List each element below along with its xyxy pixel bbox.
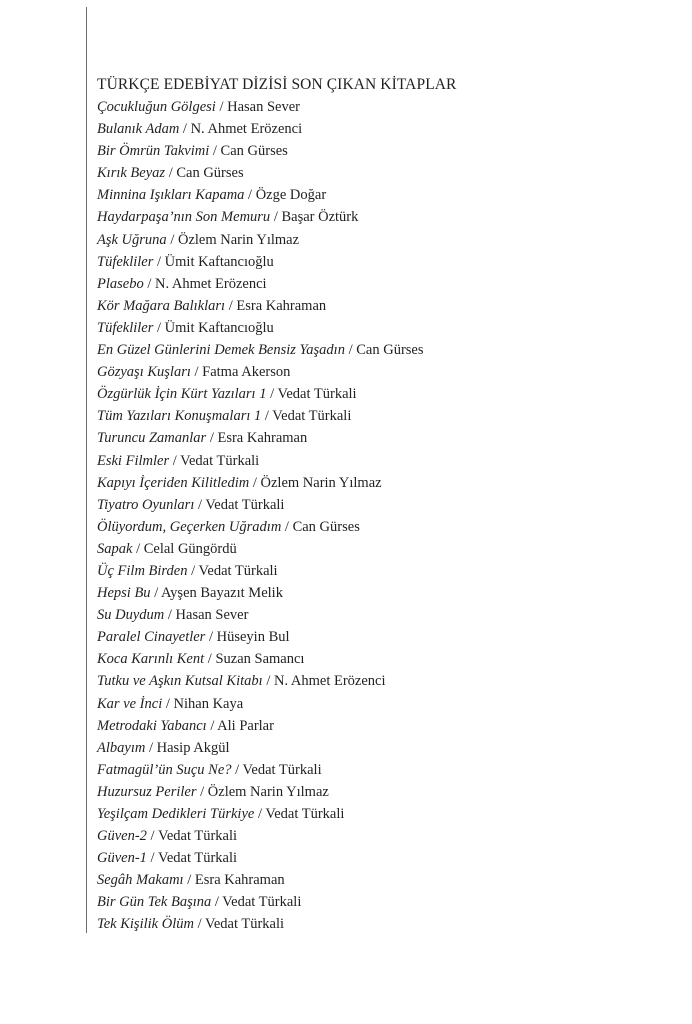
book-author: Hüseyin Bul (216, 629, 290, 646)
book-author: Ümit Kaftancıoğlu (164, 319, 274, 336)
list-item (97, 295, 677, 317)
list-item (97, 538, 677, 560)
book-author: Vedat Türkali (277, 386, 357, 403)
title-author-separator: / (206, 717, 218, 734)
list-item (97, 913, 677, 935)
book-title: Tüfekliler (97, 319, 154, 336)
title-author-separator: / (215, 99, 228, 115)
title-author-separator: / (187, 562, 199, 579)
book-author: Can Gürses (220, 143, 288, 160)
book-author: Başar Öztürk (281, 209, 359, 226)
book-author: Celal Güngördü (143, 540, 237, 557)
book-title: Bulanık Adam (97, 121, 180, 138)
list-item (97, 737, 677, 759)
title-author-separator: / (193, 916, 205, 933)
title-author-separator: / (204, 651, 216, 668)
book-title: Su Duydum (97, 607, 165, 624)
title-author-separator: / (146, 828, 158, 845)
book-title: Tiyatro Oyunları (97, 496, 195, 513)
title-author-separator: / (206, 430, 218, 447)
book-author: Nihan Kaya (173, 695, 244, 712)
title-author-separator: / (169, 452, 181, 469)
title-author-separator: / (150, 585, 162, 602)
book-title: Paralel Cinayetler (97, 629, 206, 646)
title-author-separator: / (270, 209, 282, 226)
list-item (97, 273, 677, 295)
list-item (97, 648, 677, 670)
book-author: Suzan Samancı (215, 651, 305, 668)
list-item (97, 516, 677, 538)
list-item (97, 604, 677, 626)
title-author-separator: / (266, 386, 278, 403)
list-item (97, 803, 677, 825)
book-title: Tüm Yazıları Konuşmaları 1 (97, 408, 262, 425)
list-item (97, 869, 677, 891)
book-author: Vedat Türkali (204, 916, 285, 933)
book-title: Tüfekliler (97, 253, 154, 270)
title-author-separator: / (190, 364, 203, 381)
book-author: Esra Kahraman (236, 297, 327, 314)
title-author-separator: / (196, 783, 208, 800)
list-item (97, 184, 677, 206)
book-author: N. Ahmet Erözenci (190, 121, 303, 138)
title-author-separator: / (153, 253, 165, 270)
book-title: Koca Karınlı Kent (97, 651, 205, 668)
book-title: Tutku ve Aşkın Kutsal Kitabı (97, 673, 263, 690)
book-author: Ali Parlar (217, 717, 274, 734)
list-item (97, 405, 677, 427)
title-author-separator: / (231, 761, 243, 778)
title-author-separator: / (194, 496, 206, 513)
book-title: Kör Mağara Balıkları (97, 297, 226, 314)
list-item (97, 715, 677, 737)
list-item (97, 383, 677, 405)
title-author-separator: / (162, 695, 174, 712)
book-author: Vedat Türkali (180, 452, 260, 469)
book-author: Vedat Türkali (242, 761, 322, 778)
book-title: Üç Film Birden (97, 562, 188, 579)
book-author: Hasip Akgül (156, 739, 230, 756)
title-author-separator: / (205, 629, 217, 646)
book-title: Özgürlük İçin Kürt Yazıları 1 (97, 386, 267, 403)
list-item (97, 118, 677, 140)
book-title: Aşk Uğruna (97, 231, 167, 248)
title-author-separator: / (132, 540, 144, 557)
book-title: Minnina Işıkları Kapama (97, 187, 245, 204)
book-author: Can Gürses (356, 342, 424, 359)
list-item (97, 759, 677, 781)
book-title: Kar ve İnci (97, 695, 163, 712)
book-author: Özlem Narin Yılmaz (207, 783, 329, 800)
book-title: Kapıyı İçeriden Kilitledim (97, 474, 250, 491)
book-title: Tek Kişilik Ölüm (97, 916, 194, 933)
book-author: Vedat Türkali (272, 408, 352, 425)
book-author: N. Ahmet Erözenci (155, 275, 267, 292)
title-author-separator: / (183, 872, 195, 889)
book-author: Vedat Türkali (222, 894, 302, 911)
book-title: Bir Gün Tek Başına (97, 894, 212, 911)
book-title: Hepsi Bu (97, 585, 151, 602)
title-author-separator: / (262, 673, 274, 690)
list-item (97, 825, 677, 847)
book-author: Vedat Türkali (205, 496, 285, 513)
book-author: Vedat Türkali (198, 562, 278, 579)
book-author: Fatma Akerson (202, 364, 291, 381)
book-title: Ölüyordum, Geçerken Uğradım (97, 518, 282, 535)
title-author-separator: / (261, 408, 273, 425)
book-author: Ümit Kaftancıoğlu (164, 253, 274, 270)
book-title: Turuncu Zamanlar (97, 430, 207, 447)
list-item (97, 206, 677, 228)
list-item (97, 140, 677, 162)
book-author: N. Ahmet Erözenci (273, 673, 386, 690)
book-title: En Güzel Günlerini Demek Bensiz Yaşadın (97, 342, 345, 359)
book-title: Çocukluğun Gölgesi (97, 99, 216, 115)
list-item (97, 251, 677, 273)
book-list-page (97, 74, 677, 936)
title-author-separator: / (179, 121, 191, 138)
title-author-separator: / (211, 894, 223, 911)
book-author: Can Gürses (292, 518, 360, 535)
list-item (97, 582, 677, 604)
book-author: Hasan Sever (175, 607, 249, 624)
page-heading: TÜRKÇE EDEBİYAT DİZİSİ SON ÇIKAN KİTAPLAR (97, 76, 457, 93)
title-author-separator: / (165, 165, 177, 182)
book-title: Bir Ömrün Takvimi (97, 143, 210, 160)
title-author-separator: / (143, 275, 155, 292)
title-author-separator: / (225, 297, 237, 314)
book-author: Vedat Türkali (157, 850, 238, 867)
list-item (97, 450, 677, 472)
book-title: Gözyaşı Kuşları (97, 364, 191, 381)
book-author: Hasan Sever (227, 99, 300, 115)
book-list (97, 96, 677, 936)
book-author: Esra Kahraman (217, 430, 308, 447)
book-author: Özge Doğar (255, 187, 327, 204)
title-author-separator: / (153, 319, 165, 336)
list-item (97, 96, 677, 118)
list-item (97, 693, 677, 715)
title-author-separator: / (164, 607, 176, 624)
list-item (97, 560, 677, 582)
list-item (97, 472, 677, 494)
list-item (97, 317, 677, 339)
book-author: Özlem Narin Yılmaz (177, 231, 300, 248)
book-title: Kırık Beyaz (97, 165, 166, 182)
title-author-separator: / (146, 850, 158, 867)
title-author-separator: / (166, 231, 178, 248)
list-item (97, 339, 677, 361)
list-item (97, 847, 677, 869)
list-item (97, 781, 677, 803)
list-item (97, 626, 677, 648)
list-item (97, 229, 677, 251)
book-title: Albayım (97, 739, 146, 756)
book-title: Plasebo (97, 275, 144, 292)
book-title: Güven-2 (97, 828, 147, 845)
title-author-separator: / (281, 518, 293, 535)
book-author: Can Gürses (176, 165, 244, 182)
book-author: Ayşen Bayazıt Melik (161, 585, 283, 602)
book-author: Özlem Narin Yılmaz (260, 474, 382, 491)
book-author: Vedat Türkali (265, 806, 345, 822)
book-title: Yeşilçam Dedikleri Türkiye (97, 806, 255, 822)
title-author-separator: / (344, 342, 357, 359)
book-title: Güven-1 (97, 850, 147, 867)
book-title: Metrodaki Yabancı (97, 717, 207, 734)
list-item (97, 670, 677, 692)
book-title: Haydarpaşa’nın Son Memuru (97, 209, 271, 226)
book-author: Vedat Türkali (157, 828, 238, 845)
margin-rule (86, 7, 87, 933)
book-author: Esra Kahraman (194, 872, 285, 889)
list-item (97, 427, 677, 449)
title-author-separator: / (244, 187, 256, 204)
list-item (97, 361, 677, 383)
book-title: Segâh Makamı (97, 872, 184, 889)
list-item (97, 162, 677, 184)
book-title: Fatmagül’ün Suçu Ne? (97, 761, 232, 778)
book-title: Huzursuz Periler (97, 783, 197, 800)
title-author-separator: / (249, 474, 261, 491)
list-item (97, 494, 677, 516)
title-author-separator: / (145, 739, 157, 756)
book-title: Eski Filmler (97, 452, 170, 469)
book-title: Sapak (97, 540, 133, 557)
list-item (97, 891, 677, 913)
title-author-separator: / (254, 806, 266, 822)
title-author-separator: / (209, 143, 221, 160)
